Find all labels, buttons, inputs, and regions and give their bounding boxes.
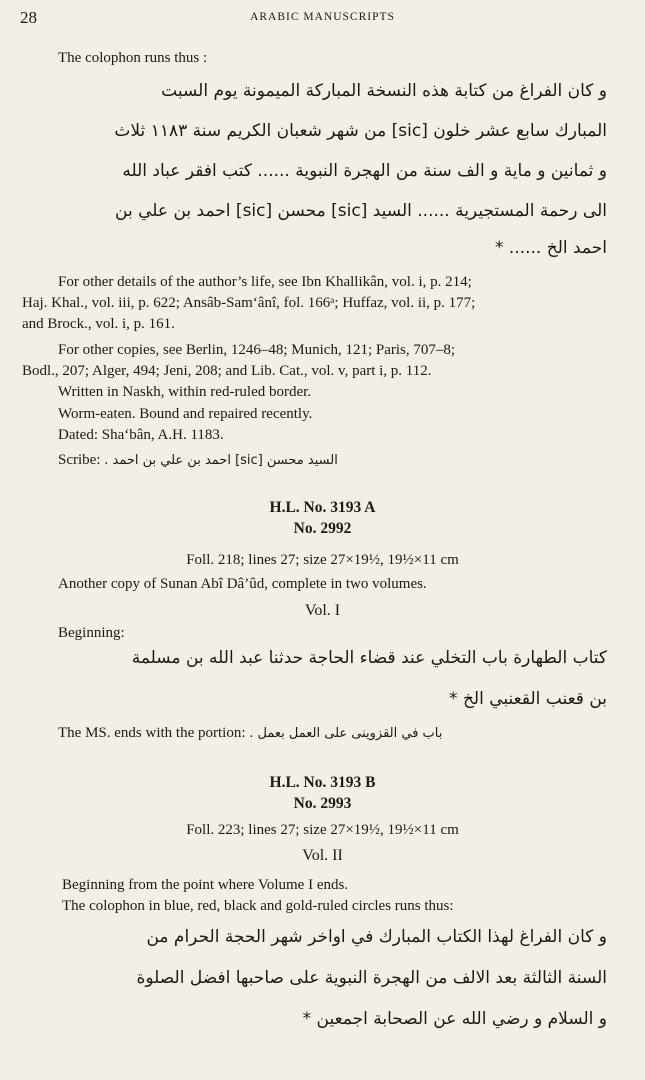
entry-a-ends xyxy=(58,723,442,744)
entry-a-beginning-label: Beginning: xyxy=(58,625,125,641)
entry-b-colophon-line: السنة الثالثة بعد الالف من الهجرة النبوية على صاحبها افضل الصلوة xyxy=(136,968,607,988)
colophon-line: المبارك سابع عشر خلون [sic] من شهر شعبان الكريم سنة ١١٨٣ ثلاث xyxy=(114,121,607,141)
entry-b-colophon-intro: The colophon in blue, red, black and gold-ruled circles runs thus: xyxy=(62,898,454,914)
entry-a-ends-arabic: باب في القزوينى على العمل بعمل . xyxy=(249,726,443,741)
detail-line: Dated: Sha‘bân, A.H. 1183. xyxy=(58,427,224,443)
detail-line: Haj. Khal., vol. iii, p. 622; Ansâb-Sam‘ânî, fol. 166ᵃ; Huffaz, vol. ii, p. 177; xyxy=(22,295,476,311)
scribe-arabic: السيد محسن [sic] احمد بن علي بن احمد . xyxy=(104,453,338,468)
colophon-line: الى رحمة المستجيرية ...... السيد [sic] محسن [sic] احمد بن علي بن xyxy=(115,201,607,221)
entry-a-beginning-line: كتاب الطهارة باب التخلي عند قضاء الحاجة حدثنا عبد الله بن مسلمة xyxy=(131,648,607,668)
entry-b-colophon-line: و كان الفراغ لهذا الكتاب المبارك في اواخر شهر الحجة الحرام من xyxy=(146,927,607,947)
entry-b-beginning: Beginning from the point where Volume I ends. xyxy=(62,877,349,893)
entry-a-foll: Foll. 218; lines 27; size 27×19½, 19½×11 cm xyxy=(186,552,459,568)
entry-a-hl: H.L. No. 3193 A xyxy=(269,499,376,516)
entry-a-ends-label: The MS. ends with the portion: xyxy=(58,725,246,741)
scribe-line xyxy=(58,450,338,471)
colophon-line: و ثمانين و ماية و الف سنة من الهجرة النبوية ...... كتب افقر عباد الله xyxy=(122,161,607,181)
scribe-label: Scribe: xyxy=(58,452,101,468)
entry-a-vol: Vol. I xyxy=(304,602,341,619)
page-number: 28 xyxy=(20,8,37,27)
colophon-intro: The colophon runs thus : xyxy=(58,50,208,66)
detail-line: For other copies, see Berlin, 1246–48; Munich, 121; Paris, 707–8; xyxy=(58,342,456,358)
entry-b-vol: Vol. II xyxy=(302,847,343,864)
detail-line: Worm-eaten. Bound and repaired recently. xyxy=(58,406,313,422)
entry-b-colophon-line: و السلام و رضي الله عن الصحابة اجمعين * xyxy=(302,1009,607,1029)
running-head: ARABIC MANUSCRIPTS xyxy=(250,11,395,23)
detail-line: Bodl., 207; Alger, 494; Jeni, 208; and Lib. Cat., vol. v, part i, p. 112. xyxy=(22,363,432,379)
detail-line: For other details of the author’s life, see Ibn Khallikân, vol. i, p. 214; xyxy=(58,274,472,290)
detail-line: and Brock., vol. i, p. 161. xyxy=(22,316,175,332)
colophon-line: و كان الفراغ من كتابة هذه النسخة المباركة الميمونة يوم السبت xyxy=(161,81,607,101)
entry-a-desc: Another copy of Sunan Abî Dâ’ûd, complete in two volumes. xyxy=(58,576,427,592)
entry-b-foll: Foll. 223; lines 27; size 27×19½, 19½×11 cm xyxy=(186,822,459,838)
entry-b-no: No. 2993 xyxy=(293,795,352,812)
detail-line: Written in Naskh, within red-ruled border. xyxy=(58,384,312,400)
page-header xyxy=(20,8,625,32)
entry-a-beginning-line: بن قعنب القعنبي الخ * xyxy=(449,689,607,709)
entry-a-no: No. 2992 xyxy=(293,520,352,537)
entry-b-hl: H.L. No. 3193 B xyxy=(269,774,376,791)
colophon-line: احمد الخ ...... * xyxy=(495,238,607,258)
